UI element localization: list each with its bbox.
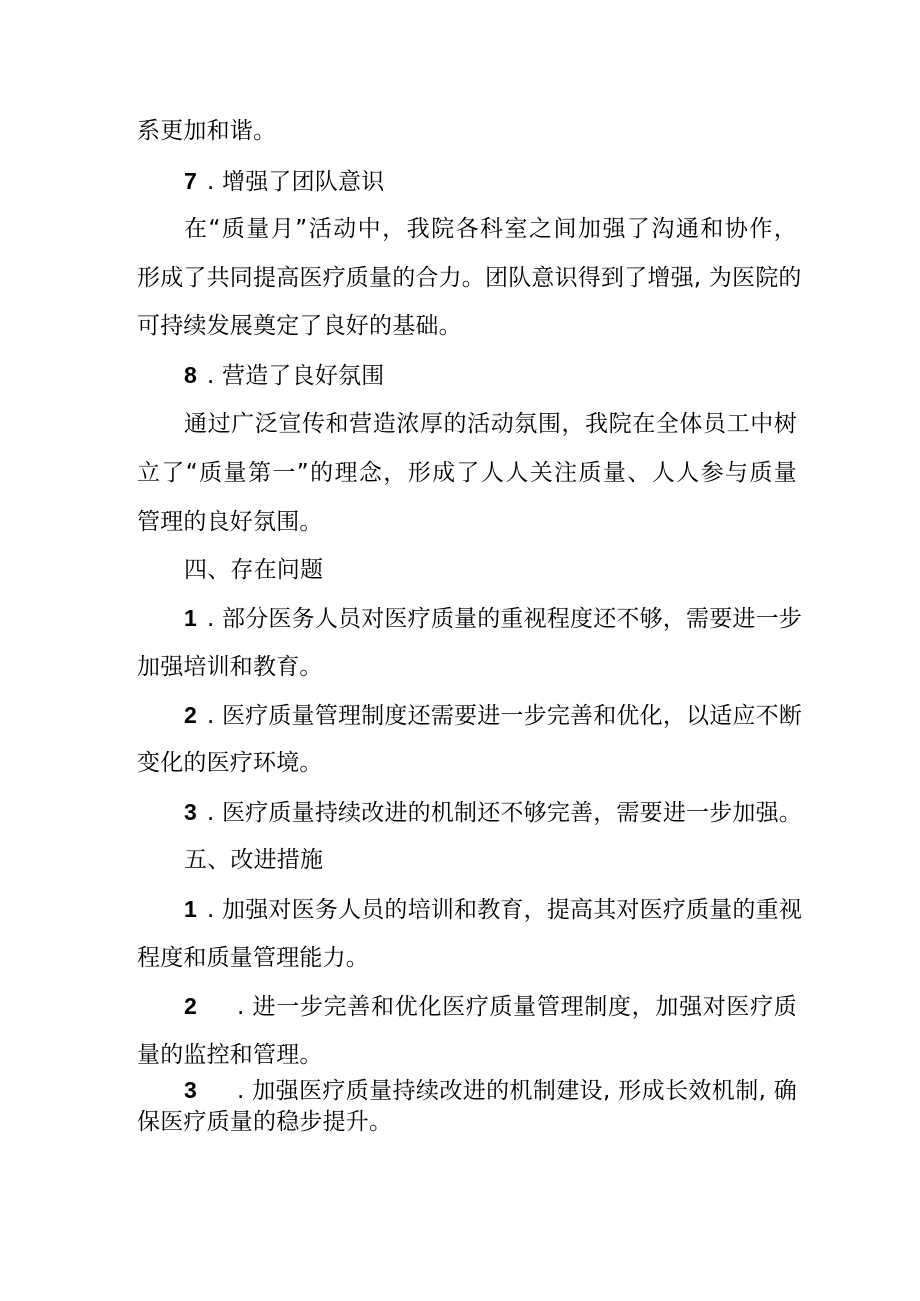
item-number: 3 bbox=[184, 799, 197, 825]
measure-3-line bbox=[184, 1075, 797, 1106]
heading-improvements bbox=[184, 845, 797, 875]
item-number: 3 bbox=[184, 1077, 197, 1103]
text: 加强培训和教育。 bbox=[137, 654, 323, 680]
heading-text: 四、存在问题 bbox=[184, 557, 324, 583]
text: 可持续发展奠定了良好的基础。 bbox=[137, 313, 462, 339]
section-8-title bbox=[184, 360, 797, 391]
measure-1-line bbox=[184, 894, 803, 925]
issue-2-line bbox=[184, 700, 803, 731]
section-title-text: . 营造了良好氛围 bbox=[207, 363, 385, 389]
paragraph-line bbox=[137, 1107, 797, 1137]
section-number: 8 bbox=[184, 362, 197, 388]
item-number: 1 bbox=[184, 605, 197, 631]
item-number: 1 bbox=[184, 896, 197, 922]
item-number: 2 bbox=[184, 993, 197, 1019]
text: 系更加和谐。 bbox=[137, 118, 277, 144]
paragraph-line bbox=[137, 652, 797, 682]
text: . 加强对医务人员的培训和教育，提高其对医疗质量的重视 bbox=[207, 897, 803, 923]
measure-2-line bbox=[184, 991, 797, 1022]
heading-text: 五、改进措施 bbox=[184, 847, 324, 873]
text: 形成了共同提高医疗质量的合力。团队意识得到了增强, 为医院的 bbox=[137, 265, 802, 291]
section-7-title bbox=[184, 166, 797, 197]
text: 在“质量月”活动中，我院各科室之间加强了沟通和协作， bbox=[184, 216, 797, 242]
issue-3-line bbox=[184, 797, 803, 828]
paragraph-line bbox=[137, 1040, 797, 1070]
paragraph-line bbox=[137, 507, 797, 537]
text: . 加强医疗质量持续改进的机制建设, 形成长效机制, 确 bbox=[237, 1078, 797, 1104]
paragraph-line bbox=[137, 116, 797, 146]
issue-1-line bbox=[184, 603, 803, 634]
paragraph-line bbox=[184, 214, 797, 244]
text: 通过广泛宣传和营造浓厚的活动氛围，我院在全体员工中树 bbox=[184, 411, 797, 437]
text: . 部分医务人员对医疗质量的重视程度还不够，需要进一步 bbox=[207, 606, 803, 632]
item-number: 2 bbox=[184, 702, 197, 728]
paragraph-line bbox=[137, 263, 802, 293]
paragraph-line bbox=[137, 458, 797, 488]
text: 程度和质量管理能力。 bbox=[137, 945, 369, 971]
text: . 医疗质量持续改进的机制还不够完善，需要进一步加强。 bbox=[207, 800, 803, 826]
text: 保医疗质量的稳步提升。 bbox=[137, 1109, 393, 1135]
text: 量的监控和管理。 bbox=[137, 1042, 323, 1068]
paragraph-line bbox=[137, 311, 797, 341]
paragraph-line bbox=[184, 409, 797, 439]
paragraph-line bbox=[137, 943, 797, 973]
text: 变化的医疗环境。 bbox=[137, 750, 323, 776]
text: . 医疗质量管理制度还需要进一步完善和优化，以适应不断 bbox=[207, 703, 803, 729]
section-number: 7 bbox=[184, 168, 197, 194]
section-title-text: . 增强了团队意识 bbox=[207, 169, 385, 195]
text: 立了“质量第一”的理念，形成了人人关注质量、人人参与质量 bbox=[137, 460, 797, 486]
text: 管理的良好氛围。 bbox=[137, 509, 323, 535]
text: . 进一步完善和优化医疗质量管理制度，加强对医疗质 bbox=[237, 994, 797, 1020]
heading-issues bbox=[184, 555, 797, 585]
paragraph-line bbox=[137, 748, 797, 778]
